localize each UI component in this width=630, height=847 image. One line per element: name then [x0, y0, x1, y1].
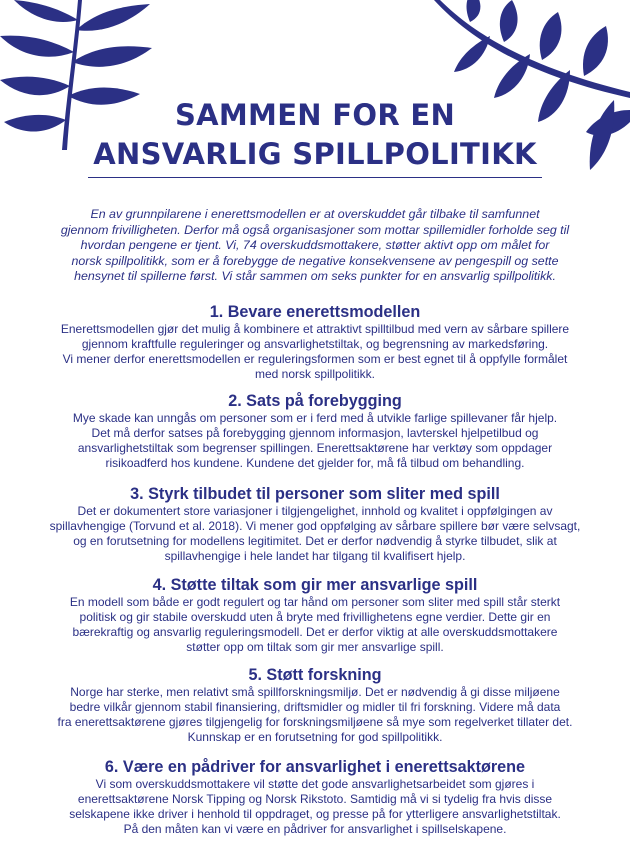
- section-body: [30, 595, 600, 655]
- body-line: Norge har sterke, men relativt små spillforskningsmiljø. Det er nødvendig å gi disse miljøene: [70, 685, 560, 699]
- section-heading: 4. Støtte tiltak som gir mer ansvarlige spill: [152, 576, 478, 594]
- body-line: Det må derfor satses på forebygging gjennom informasjon, lavterskel hjelpetilbud og: [91, 426, 539, 440]
- body-line: selskapene ikke driver i henhold til oppdraget, og presse på for ytterligere ansvarlighetstiltak.: [69, 807, 561, 821]
- body-line: risikoadferd hos kundene. Kundene det gjelder for, må få tilbud om behandling.: [105, 456, 525, 470]
- body-line: Vi mener derfor enerettsmodellen er reguleringsformen som er best egnet til å oppfylle formålet: [62, 352, 568, 366]
- section-heading: 1. Bevare enerettsmodellen: [209, 303, 421, 321]
- body-line: Vi som overskuddsmottakere vil støtte det gode ansvarlighetsarbeidet som gjøres i: [95, 777, 535, 791]
- section-heading: 6. Være en pådriver for ansvarlighet i enerettsaktørene: [104, 758, 526, 776]
- section-stotte-tiltak: [30, 576, 600, 655]
- section-stott-forskning: [30, 666, 600, 745]
- body-line: bærekraftig og ansvarlig reguleringsmodell. Det er derfor viktig at alle overskuddsmottakere: [72, 625, 558, 639]
- body-line: bedre vilkår gjennom stabil finansiering, driftsmidler og midler til fri forskning. Videre må data: [69, 700, 561, 714]
- body-line: Det er dokumentert store variasjoner i tilgjengelighet, innhold og kvalitet i oppfølgingen av: [77, 504, 553, 518]
- intro-line: hensynet til spillerne først. Vi står sammen om seks punkter for en ansvarlig spillpolitikk.: [74, 269, 556, 284]
- body-line: politisk og gir stabile overskudd uten å bryte med frivillighetens egne verdier. Dette gir en: [79, 610, 551, 624]
- section-body: [30, 504, 600, 564]
- section-body: [30, 777, 600, 837]
- section-heading: 2. Sats på forebygging: [228, 392, 402, 410]
- section-body: [30, 322, 600, 382]
- section-styrk-tilbudet: [30, 485, 600, 564]
- page-title: [0, 96, 630, 174]
- section-heading: 3. Styrk tilbudet til personer som sliter med spill: [130, 485, 500, 503]
- body-line: spillavhengige i hele landet har tilgang til kvalifisert hjelp.: [164, 549, 466, 563]
- body-line: gjennom kraftfulle reguleringer og ansvarlighetstiltak, og begrensning av markedsføring.: [81, 337, 549, 351]
- body-line: En modell som både er godt regulert og tar hånd om personer som sliter med spill står sterkt: [69, 595, 561, 609]
- intro-line: norsk spillpolitikk, som er å forebygge de negative konsekvensene av pengespill og sette: [71, 253, 559, 268]
- section-body: [30, 411, 600, 471]
- body-line: støtter opp om tiltak som gir mer ansvarlige spill.: [186, 640, 444, 654]
- body-line: fra enerettsaktørene gjøres tilgjengelig for forskningsmiljøene så mye som regelverket tillater det.: [57, 715, 573, 729]
- title-line-1: SAMMEN FOR EN: [174, 98, 456, 132]
- section-body: [30, 685, 600, 745]
- body-line: På den måten kan vi være en pådriver for ansvarlighet i spillselskapene.: [123, 822, 507, 836]
- body-line: ansvarlighetstiltak som begrenser spillingen. Enerettsaktørene har verktøy som oppdager: [77, 441, 553, 455]
- body-line: med norsk spillpolitikk.: [254, 367, 376, 381]
- body-line: Mye skade kan unngås om personer som er i ferd med å utvikle farlige spillevaner får hjelp.: [72, 411, 558, 425]
- body-line: Kunnskap er en forutsetning for god spillpolitikk.: [187, 730, 443, 744]
- body-line: Enerettsmodellen gjør det mulig å kombinere et attraktivt spilltilbud med vern av sårbare spillere: [60, 322, 570, 336]
- intro-line: En av grunnpilarene i enerettsmodellen er at overskuddet går tilbake til samfunnet: [90, 207, 540, 221]
- body-line: og en forutsetning for modellens legitimitet. Det er derfor nødvendig å styrke tilbudet, slik at: [73, 534, 557, 548]
- body-line: spillavhengige (Torvund et al. 2018). Vi mener god oppfølging av sårbare spillere bør være selvsagt,: [49, 519, 581, 533]
- section-heading: 5. Støtt forskning: [248, 666, 382, 684]
- section-bevare-enerettsmodellen: [30, 303, 600, 382]
- title-line-2: ANSVARLIG SPILLPOLITIKK: [93, 137, 537, 171]
- title-divider: [88, 177, 542, 178]
- intro-line: hvordan pengene er tjent. Vi, 74 overskuddsmottakere, støtter aktivt opp om målet for: [80, 238, 550, 253]
- intro-paragraph: [40, 207, 590, 285]
- section-padriver-for-ansvarlighet: [30, 758, 600, 837]
- section-sats-pa-forebygging: [30, 392, 600, 471]
- body-line: enerettsaktørene Norsk Tipping og Norsk Rikstoto. Samtidig må vi si tydelig fra hvis disse: [77, 792, 553, 806]
- intro-line: gjennom frivilligheten. Derfor må også organisasjoner som mottar spillemidler forholde seg til: [60, 222, 570, 237]
